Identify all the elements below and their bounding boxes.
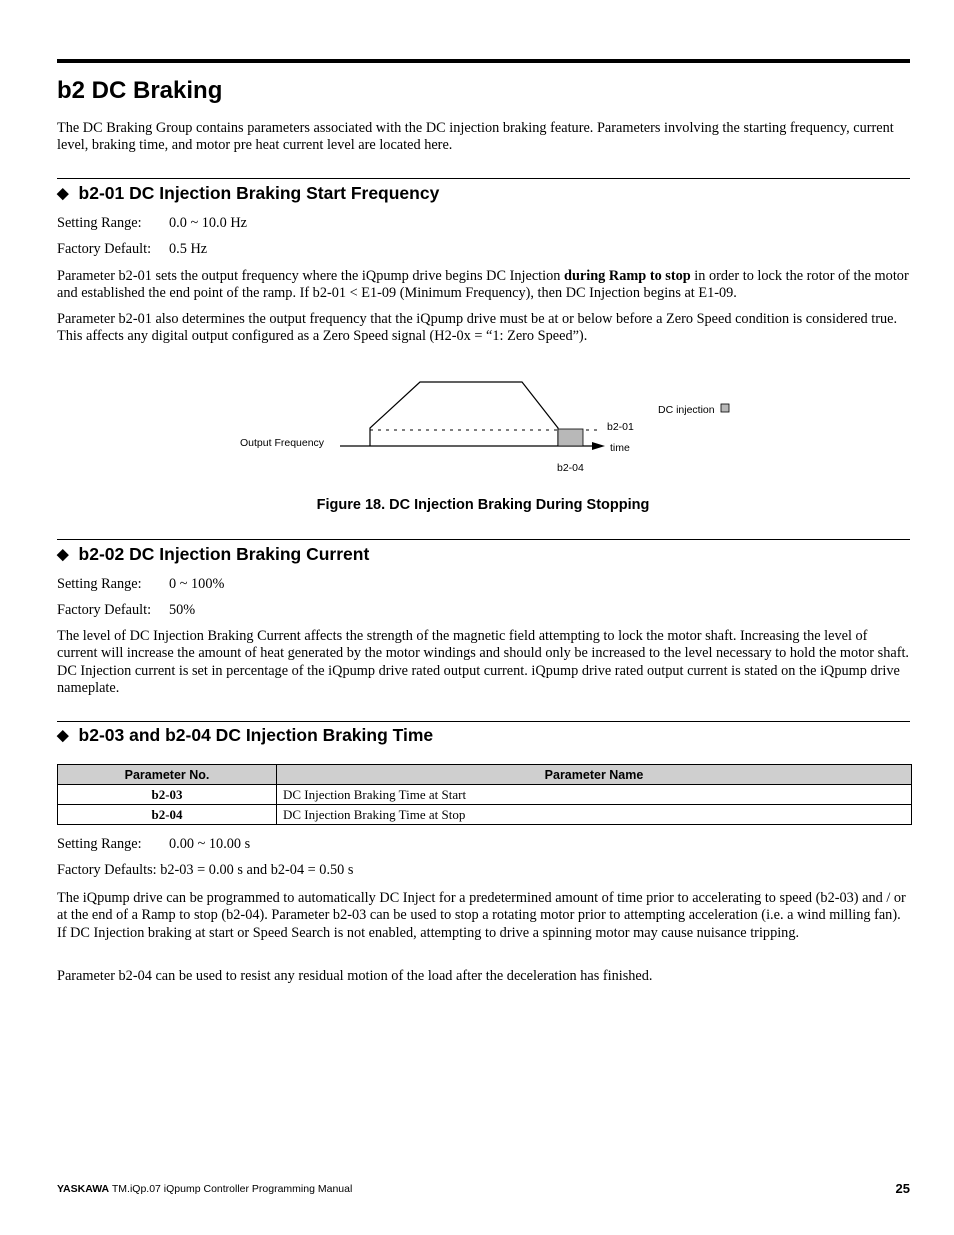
- column-header-parameter-name: Parameter Name: [277, 765, 912, 785]
- footer-manual-title: [57, 1183, 352, 1195]
- parameter-table: [57, 764, 912, 825]
- setting-range-b203: [57, 836, 250, 853]
- b202-paragraph-1: The level of DC Injection Braking Current affects the strength of the magnetic field attempting to lock the motor shaft. Increasing the level of current will increase the amount of heat generated by the motor windings and should only be increased to the level necessary to hold the motor shaft. DC Injection current is set in percentage of the iQpump drive rated output current. iQpump drive rated output current is stated on the iQpump drive nameplate.: [57, 628, 909, 696]
- setting-range-value: 0.0 ~ 10.0 Hz: [169, 215, 248, 231]
- factory-default-b201: [57, 241, 207, 258]
- top-rule: [57, 59, 910, 63]
- page-number: 25: [895, 1181, 910, 1196]
- b201-p1-bold: during Ramp to stop: [564, 268, 691, 284]
- parameter-number: b2-04: [58, 805, 277, 825]
- factory-defaults-b203: Factory Defaults: b2-03 = 0.00 s and b2-04 = 0.50 s: [57, 862, 354, 878]
- frequency-profile: [370, 382, 558, 446]
- section-heading-b203: [57, 725, 433, 746]
- setting-range-label: Setting Range:: [57, 836, 142, 852]
- table-row: [58, 805, 912, 825]
- label-b201: b2-01: [607, 421, 634, 433]
- factory-default-label: Factory Default:: [57, 602, 152, 618]
- section-rule-b203: [57, 721, 910, 722]
- table-row: [58, 785, 912, 805]
- page-title: b2 DC Braking: [57, 77, 223, 104]
- b203-paragraph-2: Parameter b2-04 can be used to resist any residual motion of the load after the deceleration has finished.: [57, 968, 653, 984]
- setting-range-label: Setting Range:: [57, 215, 142, 231]
- b203-paragraph-1: The iQpump drive can be programmed to automatically DC Inject for a predetermined amount of time prior to accelerating to speed (b2-03) and / or at the end of a Ramp to stop (b2-04). Parameter b2-03 can be used to stop a rotating motor prior to attempting acceleration (i.e. a wind milling fan). If DC Injection braking at start or Speed Search is not enabled, attempting to drive a spinning motor may cause nuisance tripping.: [57, 890, 906, 941]
- label-dc-injection: DC injection: [658, 404, 715, 416]
- factory-default-label: Factory Default:: [57, 241, 152, 257]
- legend-swatch-icon: [721, 404, 729, 412]
- label-output-frequency: Output Frequency: [240, 437, 325, 449]
- dc-injection-figure: [230, 370, 750, 480]
- factory-default-value: 0.5 Hz: [169, 241, 208, 257]
- dc-injection-shaded-area: [558, 429, 583, 446]
- diamond-bullet-icon: ◆: [57, 545, 69, 563]
- b201-paragraph-1: [57, 268, 910, 303]
- figure-caption: Figure 18. DC Injection Braking During Stopping: [316, 497, 650, 513]
- section-rule-b201: [57, 178, 910, 179]
- label-time: time: [610, 442, 630, 454]
- intro-paragraph: The DC Braking Group contains parameters associated with the DC injection braking feature. Parameters involving the starting frequency, current level, braking time, and motor pre heat current level are located here.: [57, 120, 894, 154]
- b201-paragraph-2: Parameter b2-01 also determines the output frequency that the iQpump drive must be at or below before a Zero Speed condition is considered true. This affects any digital output configured as a Zero Speed signal (H2-0x = “1: Zero Speed”).: [57, 311, 898, 345]
- section-heading-b201: [57, 183, 439, 204]
- factory-default-b202: [57, 602, 195, 619]
- time-axis-arrow-icon: [592, 442, 605, 450]
- table-header-row: [58, 765, 912, 785]
- label-b204: b2-04: [557, 462, 584, 474]
- setting-range-value: 0.00 ~ 10.00 s: [169, 836, 251, 852]
- footer-manual: TM.iQp.07 iQpump Controller Programming Manual: [109, 1183, 353, 1195]
- parameter-number: b2-03: [58, 785, 277, 805]
- setting-range-b201: [57, 215, 247, 232]
- section-heading-text: b2-03 and b2-04 DC Injection Braking Time: [78, 725, 434, 745]
- section-rule-b202: [57, 539, 910, 540]
- diamond-bullet-icon: ◆: [57, 726, 69, 744]
- section-heading-b202: [57, 544, 369, 565]
- setting-range-label: Setting Range:: [57, 576, 142, 592]
- setting-range-value: 0 ~ 100%: [169, 576, 225, 592]
- b201-p1-text-end: in order to lock the rotor of the motor and established the end point of the ramp. If b2-01 < E1-09 (Minimum Frequency), then DC Injection begins at E1-09.: [57, 268, 909, 302]
- parameter-name: DC Injection Braking Time at Start: [277, 785, 912, 805]
- footer-brand: YASKAWA: [57, 1183, 110, 1195]
- diamond-bullet-icon: ◆: [57, 184, 69, 202]
- column-header-parameter-no: Parameter No.: [58, 765, 277, 785]
- factory-default-value: 50%: [169, 602, 196, 618]
- section-heading-text: b2-01 DC Injection Braking Start Frequency: [78, 183, 440, 203]
- b201-p1-text: Parameter b2-01 sets the output frequency where the iQpump drive begins DC Injection: [57, 268, 565, 284]
- section-heading-text: b2-02 DC Injection Braking Current: [78, 544, 370, 564]
- setting-range-b202: [57, 576, 224, 593]
- parameter-name: DC Injection Braking Time at Stop: [277, 805, 912, 825]
